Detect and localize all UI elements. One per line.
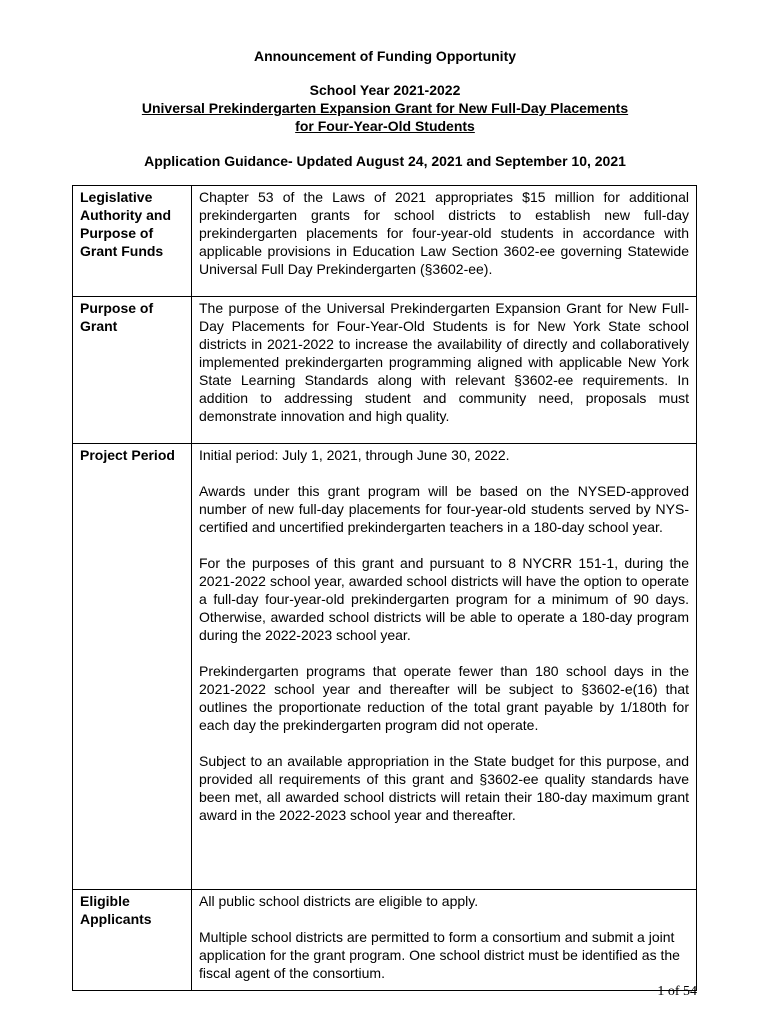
paragraph: The purpose of the Universal Prekindergarten Expansion Grant for New Full-Day Placements for Four-Year-Old Students is for New York State school districts in 2021-2022 to increase the availability of directly and collaboratively implemented prekindergarten programming aligned with applicable New York State Learning Standards along with relevant §3602-ee requirements. In addition to addressing student and community need, proposals must demonstrate innovation and high quality. [199,300,689,424]
school-year: School Year 2021-2022 [309,82,461,98]
row-label: Purpose of Grant [73,297,192,444]
table-row [73,890,697,991]
row-content [192,297,697,444]
table-row [73,186,697,297]
paragraph: Subject to an available appropriation in the State budget for this purpose, and provided all requirements of this grant and §3602-ee quality standards have been met, all awarded school districts will retain their 180-day maximum grant award in the 2022-2023 school year and thereafter. [199,753,689,823]
paragraph: Chapter 53 of the Laws of 2021 appropriates $15 million for additional prekindergarten grants for school districts to establish new full-day prekindergarten placements for four-year-old students in accordance with applicable provisions in Education Law Section 3602-ee governing Statewide Universal Full Day Prekindergarten (§3602-ee). [199,189,689,277]
row-content [192,890,697,991]
guidance-heading: Application Guidance- Updated August 24, 2021 and September 10, 2021 [144,153,626,169]
paragraph: Initial period: July 1, 2021, through June 30, 2022. [199,447,510,463]
grant-name [0,99,770,135]
table-row [73,297,697,444]
paragraph: All public school districts are eligible to apply. [199,893,479,909]
grant-name-line2: for Four-Year-Old Students [295,118,475,134]
page-number: 1 of 54 [657,984,697,999]
row-label: Project Period [73,444,192,890]
document-title: Announcement of Funding Opportunity [253,48,517,64]
paragraph: Multiple school districts are permitted to form a consortium and submit a joint application for the grant program. One school district must be identified as the fiscal agent of the consortium. [199,929,680,981]
grant-info-table [72,185,697,991]
row-label: Eligible Applicants [73,890,192,991]
table-row [73,444,697,890]
row-content [192,444,697,890]
row-content [192,186,697,297]
row-label: Legislative Authority and Purpose of Grant Funds [73,186,192,297]
grant-name-line1: Universal Prekindergarten Expansion Grant for New Full-Day Placements [141,100,629,116]
paragraph: For the purposes of this grant and pursuant to 8 NYCRR 151-1, during the 2021-2022 school year, awarded school districts will have the option to operate a full-day four-year-old prekindergarten program for a minimum of 90 days. Otherwise, awarded school districts will be able to operate a 180-day program during the 2022-2023 school year. [199,555,689,643]
paragraph: Awards under this grant program will be based on the NYSED-approved number of new full-day placements for four-year-old students served by NYS-certified and uncertified prekindergarten teachers in a 180-day school year. [199,483,689,535]
paragraph: Prekindergarten programs that operate fewer than 180 school days in the 2021-2022 school year and thereafter will be subject to §3602-e(16) that outlines the proportionate reduction of the total grant payable by 1/180th for each day the prekindergarten program did not operate. [199,663,689,733]
